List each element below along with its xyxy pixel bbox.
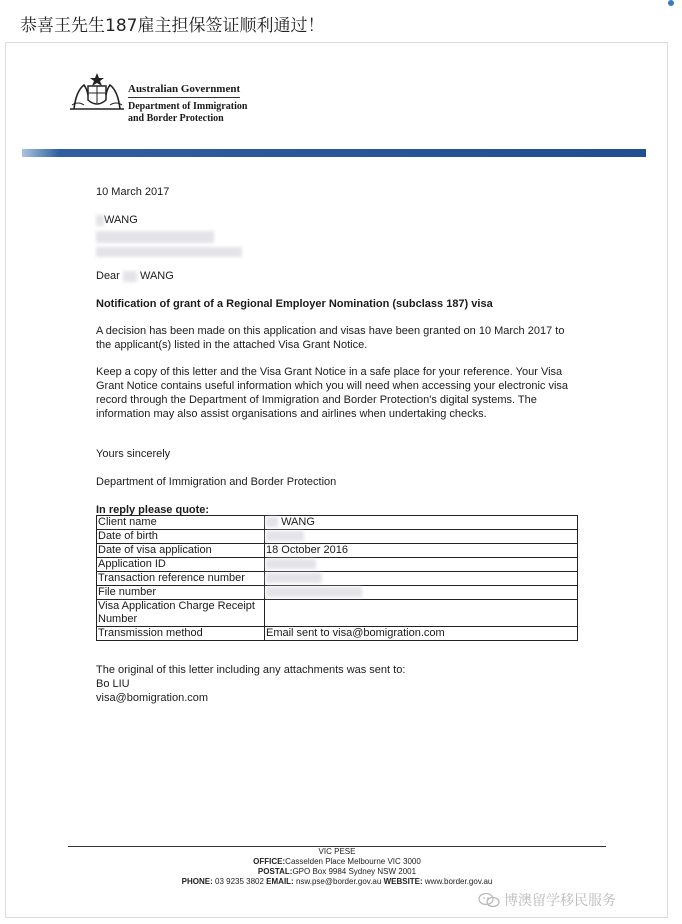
row-label: Date of birth: [97, 530, 265, 544]
wechat-icon: [478, 892, 500, 908]
sent-to-name: Bo LIU: [96, 678, 130, 690]
table-row: [97, 544, 578, 558]
row-label: File number: [97, 586, 265, 600]
footer-office-name: VIC PESE: [318, 847, 356, 856]
quote-heading: In reply please quote:: [96, 504, 210, 516]
sent-to-block: [96, 663, 405, 705]
redacted-address: [96, 230, 242, 258]
table-row: [97, 586, 578, 600]
row-label: Visa Application Charge Receipt Number: [97, 600, 265, 627]
redacted-salutation-given-name: [123, 271, 137, 282]
letterhead-accent-bar: [22, 149, 646, 157]
row-value: [265, 558, 578, 572]
redacted-given-name: [96, 215, 104, 226]
paragraph-keep-copy: Keep a copy of this letter and the Visa Grant Notice in a safe place for your reference. Your Visa Grant Notice contains useful information which you will need when accessing your electronic visa record through the Department of Immigration and Border Protection's digital systems. The information may also assist organisations and airlines when undertaking checks.: [96, 366, 569, 420]
table-row: [97, 600, 578, 627]
visa-grant-letter: [5, 42, 668, 918]
letterhead-divider: [128, 97, 240, 98]
recipient-name: WANG: [104, 214, 138, 226]
salutation-name: WANG: [139, 270, 174, 282]
salutation-prefix: Dear: [96, 270, 120, 282]
table-row: [97, 572, 578, 586]
recipient-block: [96, 213, 242, 258]
sent-to-email: visa@bomigration.com: [96, 692, 209, 704]
page-headline: 恭喜王先生187雇主担保签证顺利通过！: [20, 16, 325, 36]
government-name: Australian Government: [128, 83, 241, 95]
coat-of-arms-icon: [66, 71, 128, 111]
department-name-line1: Department of Immigration: [128, 101, 248, 112]
letter-subject: Notification of grant of a Regional Employer Nomination (subclass 187) visa: [96, 298, 493, 310]
row-value: 18 October 2016: [265, 544, 578, 558]
closing: Yours sincerely: [96, 448, 171, 460]
row-value: Email sent to visa@bomigration.com: [265, 627, 578, 641]
row-label: Application ID: [97, 558, 265, 572]
watermark: [478, 890, 616, 910]
row-value: [265, 586, 578, 600]
paragraph-decision: A decision has been made on this application and visas have been granted on 10 March 2017 to the applicant(s) listed in the attached Visa Grant Notice.: [96, 325, 565, 351]
row-label: Transmission method: [97, 627, 265, 641]
signoff: Department of Immigration and Border Protection: [96, 476, 337, 488]
department-name-line2: and Border Protection: [128, 113, 224, 124]
sent-to-intro: The original of this letter including any attachments was sent to:: [96, 664, 406, 676]
salutation: [96, 269, 174, 283]
footer-office: OFFICE:Casselden Place Melbourne VIC 3000: [253, 857, 421, 866]
corner-dot-icon: [668, 0, 674, 6]
row-value: [265, 600, 578, 627]
reference-table: [96, 515, 578, 641]
table-row: [97, 530, 578, 544]
table-row: [97, 516, 578, 530]
row-value: WANG: [265, 516, 578, 530]
footer-postal: POSTAL:GPO Box 9984 Sydney NSW 2001: [257, 867, 417, 876]
row-value: [265, 572, 578, 586]
table-row: [97, 627, 578, 641]
row-label: Transaction reference number: [97, 572, 265, 586]
watermark-text: 博澳留学移民服务: [504, 893, 616, 909]
row-label: Date of visa application: [97, 544, 265, 558]
row-value: [265, 530, 578, 544]
letter-date: 10 March 2017: [96, 186, 170, 198]
table-row: [97, 558, 578, 572]
row-label: Client name: [97, 516, 265, 530]
footer-contact: PHONE: 03 9235 3802 EMAIL: nsw.pse@border.gov.au WEBSITE: www.border.gov.au: [181, 877, 493, 886]
